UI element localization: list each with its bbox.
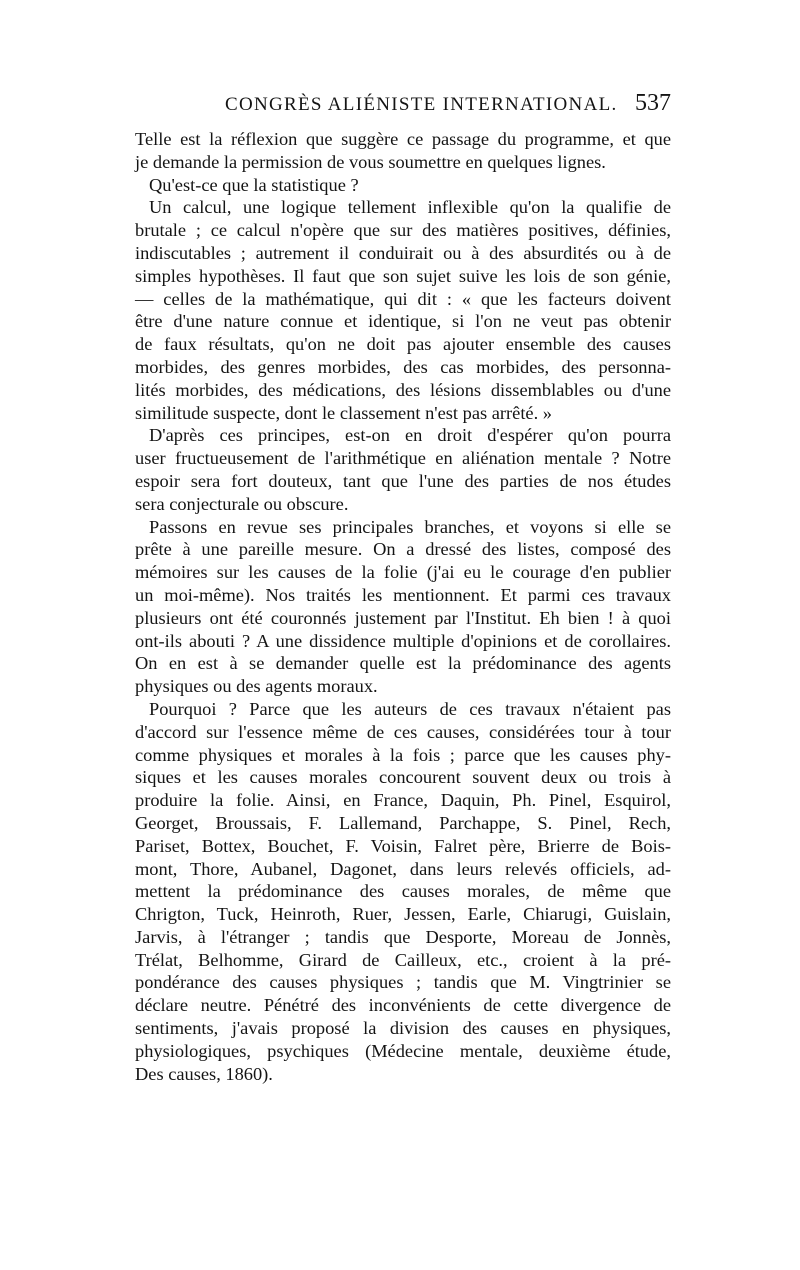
text-line: Des causes, 1860). bbox=[135, 1063, 273, 1084]
page-header bbox=[135, 90, 671, 124]
text-line: un moi-même). Nos traités les mentionnent. Et parmi ces travaux bbox=[135, 584, 671, 605]
text-line: produire la folie. Ainsi, en France, Daquin, Ph. Pinel, Esquirol, bbox=[135, 790, 671, 811]
text-line: siques et les causes morales concourent souvent deux ou trois à bbox=[135, 767, 671, 788]
text-line: morbides, des genres morbides, des cas morbides, des personna- bbox=[135, 356, 671, 377]
text-line: comme physiques et morales à la fois ; parce que les causes phy- bbox=[135, 744, 671, 765]
text-line: mont, Thore, Aubanel, Dagonet, dans leurs relevés officiels, ad- bbox=[135, 858, 671, 879]
paragraph-1 bbox=[135, 128, 671, 174]
text-line: de faux résultats, qu'on ne doit pas ajouter ensemble des causes bbox=[135, 334, 671, 355]
text-line: Jarvis, à l'étranger ; tandis que Desporte, Moreau de Jonnès, bbox=[135, 926, 671, 947]
text-line: prête à une pareille mesure. On a dressé des listes, composé des bbox=[135, 539, 671, 560]
text-line: physiologiques, psychiques (Médecine mentale, deuxième étude, bbox=[135, 1040, 671, 1061]
text-line: Pourquoi ? Parce que les auteurs de ces travaux n'étaient pas bbox=[149, 698, 671, 719]
text-line: Pariset, Bottex, Bouchet, F. Voisin, Falret père, Brierre de Bois- bbox=[135, 835, 671, 856]
text-line: — celles de la mathématique, qui dit : « que les facteurs doivent bbox=[135, 288, 671, 309]
paragraph-4 bbox=[135, 424, 671, 515]
text-line: Qu'est-ce que la statistique ? bbox=[149, 174, 359, 195]
text-line: physiques ou des agents moraux. bbox=[135, 676, 378, 697]
text-line: user fructueusement de l'arithmétique en aliénation mentale ? Notre bbox=[135, 448, 671, 469]
text-line: déclare neutre. Pénétré des inconvénients de cette divergence de bbox=[135, 995, 671, 1016]
text-line: Georget, Broussais, F. Lallemand, Parchappe, S. Pinel, Rech, bbox=[135, 812, 671, 833]
paragraph-3 bbox=[135, 196, 671, 424]
body-text bbox=[135, 128, 671, 1085]
running-title: CONGRÈS ALIÉNISTE INTERNATIONAL. bbox=[225, 94, 618, 115]
text-line: être d'une nature connue et identique, si l'on ne veut pas obtenir bbox=[135, 311, 671, 332]
paragraph-5 bbox=[135, 516, 671, 698]
page-number: 537 bbox=[635, 90, 671, 116]
text-line: ont-ils abouti ? A une dissidence multiple d'opinions et de corollaires. bbox=[135, 630, 671, 651]
text-line: lités morbides, des médications, des lésions dissemblables ou d'une bbox=[135, 379, 671, 400]
text-line: D'après ces principes, est-on en droit d'espérer qu'on pourra bbox=[149, 425, 671, 446]
text-line: Un calcul, une logique tellement inflexible qu'on la qualifie de bbox=[149, 197, 671, 218]
text-line: mettent la prédominance des causes morales, de même que bbox=[135, 881, 671, 902]
text-line: Chrigton, Tuck, Heinroth, Ruer, Jessen, Earle, Chiarugi, Guislain, bbox=[135, 904, 671, 925]
text-line: sera conjecturale ou obscure. bbox=[135, 493, 349, 514]
text-line: simples hypothèses. Il faut que son sujet suive les lois de son génie, bbox=[135, 265, 671, 286]
text-line: similitude suspecte, dont le classement n'est pas arrêté. » bbox=[135, 402, 552, 423]
text-line: plusieurs ont été couronnés justement par l'Institut. Eh bien ! à quoi bbox=[135, 607, 671, 628]
text-line: d'accord sur l'essence même de ces causes, considérées tour à tour bbox=[135, 721, 671, 742]
text-line: Telle est la réflexion que suggère ce passage du programme, et que bbox=[135, 129, 671, 149]
text-line: sentiments, j'avais proposé la division des causes en physiques, bbox=[135, 1018, 671, 1039]
text-line: brutale ; ce calcul n'opère que sur des matières positives, définies, bbox=[135, 220, 671, 241]
paragraph-6 bbox=[135, 698, 671, 1086]
text-line: espoir sera fort douteux, tant que l'une des parties de nos études bbox=[135, 470, 671, 491]
text-line: On en est à se demander quelle est la prédominance des agents bbox=[135, 653, 671, 674]
paragraph-2 bbox=[135, 174, 671, 197]
text-line: Trélat, Belhomme, Girard de Cailleux, etc., croient à la pré- bbox=[135, 949, 671, 970]
text-line: je demande la permission de vous soumettre en quelques lignes. bbox=[135, 151, 606, 172]
text-line: pondérance des causes physiques ; tandis que M. Vingtrinier se bbox=[135, 972, 671, 993]
text-line: mémoires sur les causes de la folie (j'ai eu le courage d'en publier bbox=[135, 562, 671, 583]
text-line: Passons en revue ses principales branches, et voyons si elle se bbox=[149, 516, 671, 537]
text-line: indiscutables ; autrement il conduirait ou à des absurdités ou à de bbox=[135, 242, 671, 263]
